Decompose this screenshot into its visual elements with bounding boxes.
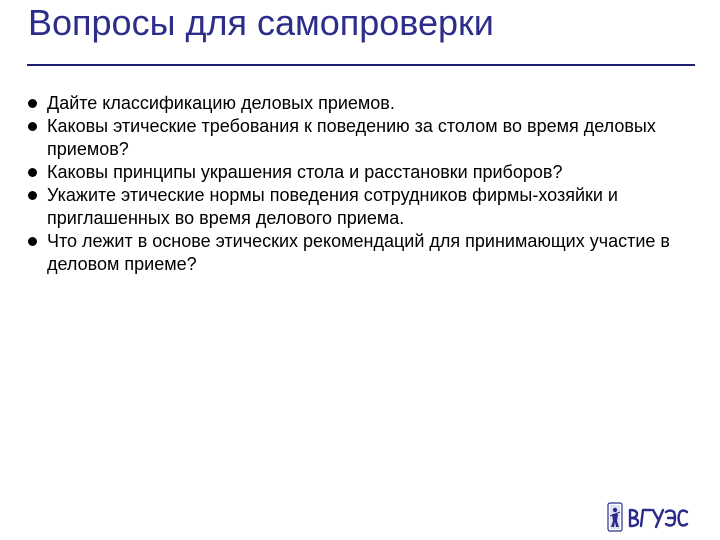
slide-title: Вопросы для самопроверки: [28, 2, 494, 43]
bullet-icon: [28, 99, 37, 108]
list-item-text: Каковы принципы украшения стола и расстановки приборов?: [47, 162, 563, 182]
bullet-icon: [28, 122, 37, 131]
list-item-text: Каковы этические требования к поведению за столом во время деловых приемов?: [47, 116, 656, 159]
question-list: [28, 92, 698, 276]
university-logo-icon: [604, 499, 690, 535]
list-item: [28, 161, 698, 184]
title-divider: [27, 64, 695, 66]
list-item: [28, 115, 698, 161]
list-item: [28, 184, 698, 230]
list-item-text: Что лежит в основе этических рекомендаций для принимающих участие в деловом приеме?: [47, 231, 670, 274]
list-item: [28, 230, 698, 276]
bullet-icon: [28, 237, 37, 246]
list-item-text: Дайте классификацию деловых приемов.: [47, 93, 395, 113]
list-item: [28, 92, 698, 115]
emblem-icon: [608, 503, 622, 531]
bullet-icon: [28, 168, 37, 177]
bullet-icon: [28, 191, 37, 200]
logo-wordmark: [630, 510, 687, 527]
list-item-text: Укажите этические нормы поведения сотрудников фирмы-хозяйки и приглашенных во время делового приема.: [47, 185, 618, 228]
